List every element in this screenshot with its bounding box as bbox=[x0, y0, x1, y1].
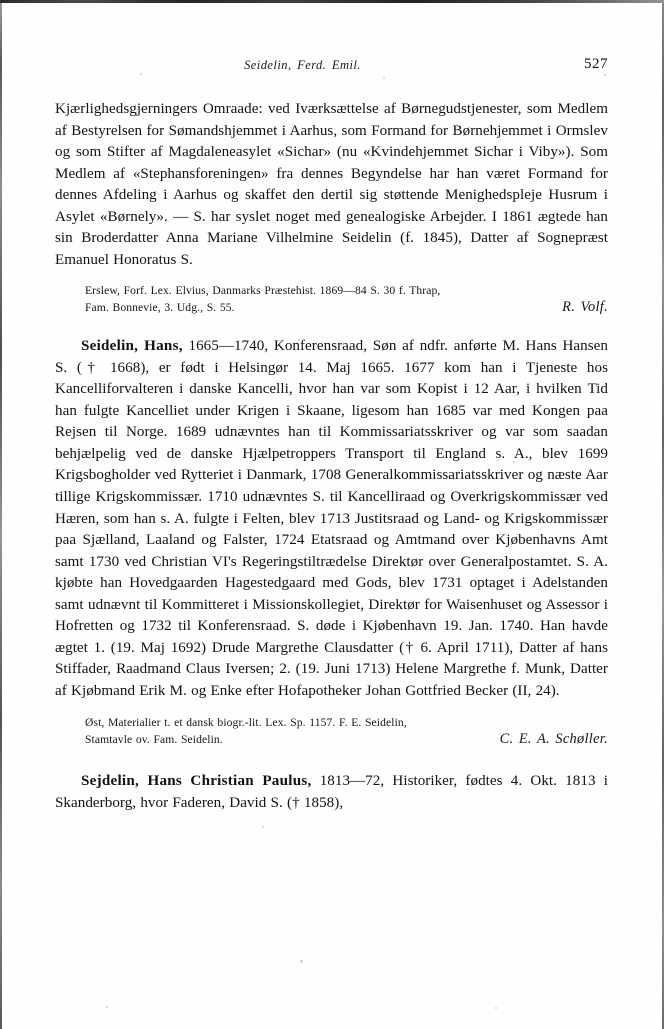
scan-speck bbox=[300, 960, 303, 963]
scan-speck bbox=[262, 826, 264, 828]
source-note-2-tail: Stamtavle ov. Fam. Seidelin. bbox=[85, 732, 223, 746]
scan-speck bbox=[495, 1007, 497, 1009]
signature-2: C. E. A. Schøller. bbox=[499, 730, 608, 747]
source-note-1-text: Erslew, Forf. Lex. Elvius, Danmarks Præstehist. 1869—84 S. 30 f. Thrap, bbox=[85, 284, 441, 298]
paragraph-seidelin-ferd-emil-continued: Kjærlighedsgjerningers Omraade: ved Iværksættelse af Børnegudstjenester, som Medlem af Bestyrelsen for Sømandshjemmet i Aarhus, som Formand for Børnehjemmet i Ormslev og som Stifter af Magdaleneasylet «Sichar» (nu «Kvindehjemmet Sichar i Viby»). Som Medlem af «Stephansforeningen» fra dennes Begyndelse har han været Formand for dennes Afdeling i Aarhus og skaffet den dertil sig støttende Menighedspleje Husrum i Asylet «Børnely». — S. har syslet noget med genealogiske Arbejder. I 1861 ægtede han sin Broderdatter Anna Mariane Vilhelmine Seidelin (f. 1845), Datter af Sognepræst Emanuel Honoratus S. bbox=[55, 101, 608, 268]
scan-edge-left bbox=[0, 3, 2, 1029]
source-note-2-text: Øst, Materialier t. et dansk biogr.-lit. Lex. Sp. 1157. F. E. Seidelin, bbox=[85, 716, 407, 730]
running-head-title: Seidelin, Ferd. Emil. bbox=[244, 58, 361, 72]
source-note-1-line-2 bbox=[55, 300, 608, 316]
entry-seidelin-hans bbox=[55, 336, 608, 702]
signature-1: R. Volf. bbox=[562, 298, 608, 315]
source-note-2 bbox=[55, 715, 608, 748]
headword-sejdelin-hans-christian-paulus: Sejdelin, Hans Christian Paulus, bbox=[81, 773, 312, 790]
running-head bbox=[55, 58, 608, 88]
entry-body-sejdelin-hans-christian-paulus: 1813—72, Historiker, fødtes 4. Okt. 1813 i Skanderborg, hvor Faderen, David S. († 1858), bbox=[55, 773, 608, 811]
entry-sejdelin-hans-christian-paulus bbox=[55, 771, 608, 814]
source-note-1-tail: Fam. Bonnevie, 3. Udg., S. 55. bbox=[85, 300, 235, 314]
headword-seidelin-hans: Seidelin, Hans, bbox=[81, 338, 183, 355]
entry-body-seidelin-hans: 1665—1740, Konferensraad, Søn af ndfr. anførte M. Hans Hansen S. († 1668), er født i Helsingør 14. Maj 1665. 1677 kom han i Tjeneste hos Kancelliforvalteren i danske Kancelli, hvor han var som Kopist i 12 Aar, i hvilken Tid han fulgte Kancelliet under Krigen i Skaane, ligesom han 1685 var med Kongen paa Rejsen til Norge. 1689 udnævntes han til Kommissariatsskriver og var som saadan behjælpelig ved de danske Hjælpetroppers Transport til England s. A., blev 1699 Krigsbogholder ved Rytteriet i Danmark, 1708 Generalkommissariatsskriver og næste Aar tillige Krigskommissær. 1710 udnævntes S. til Kancelliraad og Overkrigskommissær ved Hæren, som han s. A. fulgte i Felten, blev 1713 Justitsraad og Land- og Krigskommissær paa Sjælland, Laaland og Falster, 1724 Etatsraad og Amtmand over Kjøbenhavns Amt samt 1730 ved Christian VI's Regeringstiltrædelse Direktør over Generalpostamtet. S. A. kjøbte han Hovedgaarden Hagestedgaard med Gods, blev 1731 optaget i Adelstanden samt udnævnt til Kommitteret i Missionskollegiet, Direktør for Waisenhuset og Assessor i Hofretten og 1732 til Konferensraad. S. døde i Kjøbenhavn 19. Jan. 1740. Han havde ægtet 1. (19. Maj 1692) Drude Margrethe Clausdatter († 6. April 1711), Datter af hans Stiffader, Raadmand Claus Iversen; 2. (19. Juni 1713) Helene Margrethe f. Munk, Datter af Kjøbmand Erik M. og Enke efter Hofapotheker Johan Gottfried Becker (II, 24). bbox=[55, 338, 608, 699]
scan-speck bbox=[106, 1006, 108, 1008]
source-note-1 bbox=[55, 283, 608, 316]
page-number: 527 bbox=[584, 56, 608, 72]
source-note-2-line-2 bbox=[55, 732, 608, 748]
text-column bbox=[55, 0, 608, 814]
